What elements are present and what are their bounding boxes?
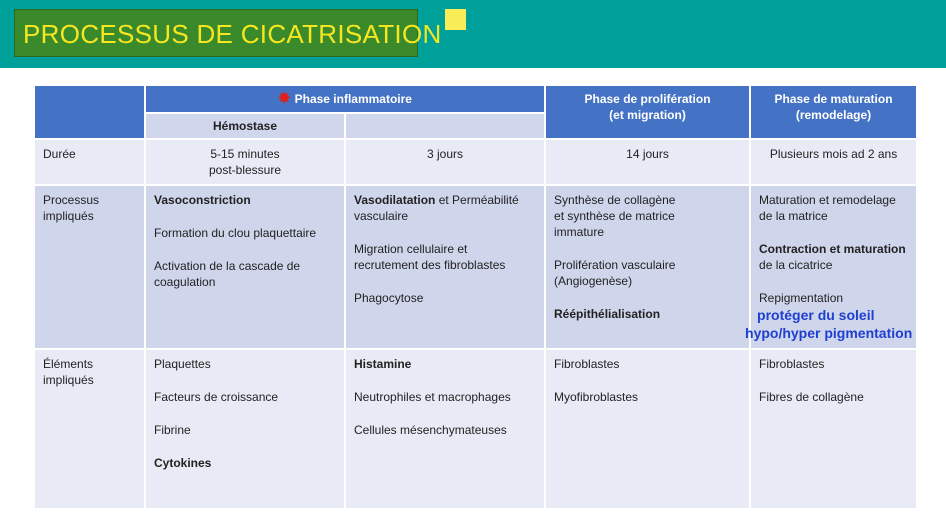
- header-proliferation: Phase de prolifération (et migration): [545, 85, 750, 139]
- cell-processus-prolif: Synthèse de collagène et synthèse de matrice immature Prolifération vasculaire (Angiogenèse) Réépithélialisation: [545, 185, 750, 349]
- header-corner: [34, 85, 145, 139]
- cell-duree-prolif: 14 jours: [545, 139, 750, 185]
- note-sun-protection: protéger du soleil: [757, 307, 875, 323]
- subheader-empty: [345, 113, 545, 139]
- note-pigmentation: hypo/hyper pigmentation: [745, 325, 913, 341]
- row-label-elements: Éléments impliqués: [34, 349, 145, 509]
- yellow-square-decoration: [445, 9, 466, 30]
- cell-processus-hemostase: Vasoconstriction Formation du clou plaquettaire Activation de la cascade de coagulation: [145, 185, 345, 349]
- top-banner: [0, 0, 946, 68]
- header-maturation: Phase de maturation (remodelage): [750, 85, 917, 139]
- row-processus: [34, 185, 917, 349]
- title-box: [14, 9, 442, 57]
- header-inflammatoire: ✸ Phase inflammatoire: [145, 85, 545, 113]
- page-title: PROCESSUS DE CICATRISATION: [23, 19, 442, 49]
- star-icon: ✸: [278, 90, 291, 107]
- healing-phases-table: [33, 84, 918, 510]
- row-elements: [34, 349, 917, 509]
- row-label-processus: Processus impliqués: [34, 185, 145, 349]
- cell-duree-hemostase: 5-15 minutes post-blessure: [145, 139, 345, 185]
- cell-duree-inflam: 3 jours: [345, 139, 545, 185]
- row-duree: [34, 139, 917, 185]
- cell-processus-inflam: Vasodilatation et Perméabilité vasculaire Migration cellulaire et recrutement des fibroblastes Phagocytose: [345, 185, 545, 349]
- cell-elements-matur: Fibroblastes Fibres de collagène: [750, 349, 917, 509]
- cell-processus-matur: Maturation et remodelage de la matrice Contraction et maturation de la cicatrice Repigmentation protéger du soleil hypo/hyper pigmentation: [750, 185, 917, 349]
- cell-elements-prolif: Fibroblastes Myofibroblastes: [545, 349, 750, 509]
- row-label-duree: Durée: [34, 139, 145, 185]
- cell-elements-inflam: Histamine Neutrophiles et macrophages Cellules mésenchymateuses: [345, 349, 545, 509]
- subheader-hemostase: Hémostase: [145, 113, 345, 139]
- cell-elements-hemostase: Plaquettes Facteurs de croissance Fibrine Cytokines: [145, 349, 345, 509]
- cell-duree-matur: Plusieurs mois ad 2 ans: [750, 139, 917, 185]
